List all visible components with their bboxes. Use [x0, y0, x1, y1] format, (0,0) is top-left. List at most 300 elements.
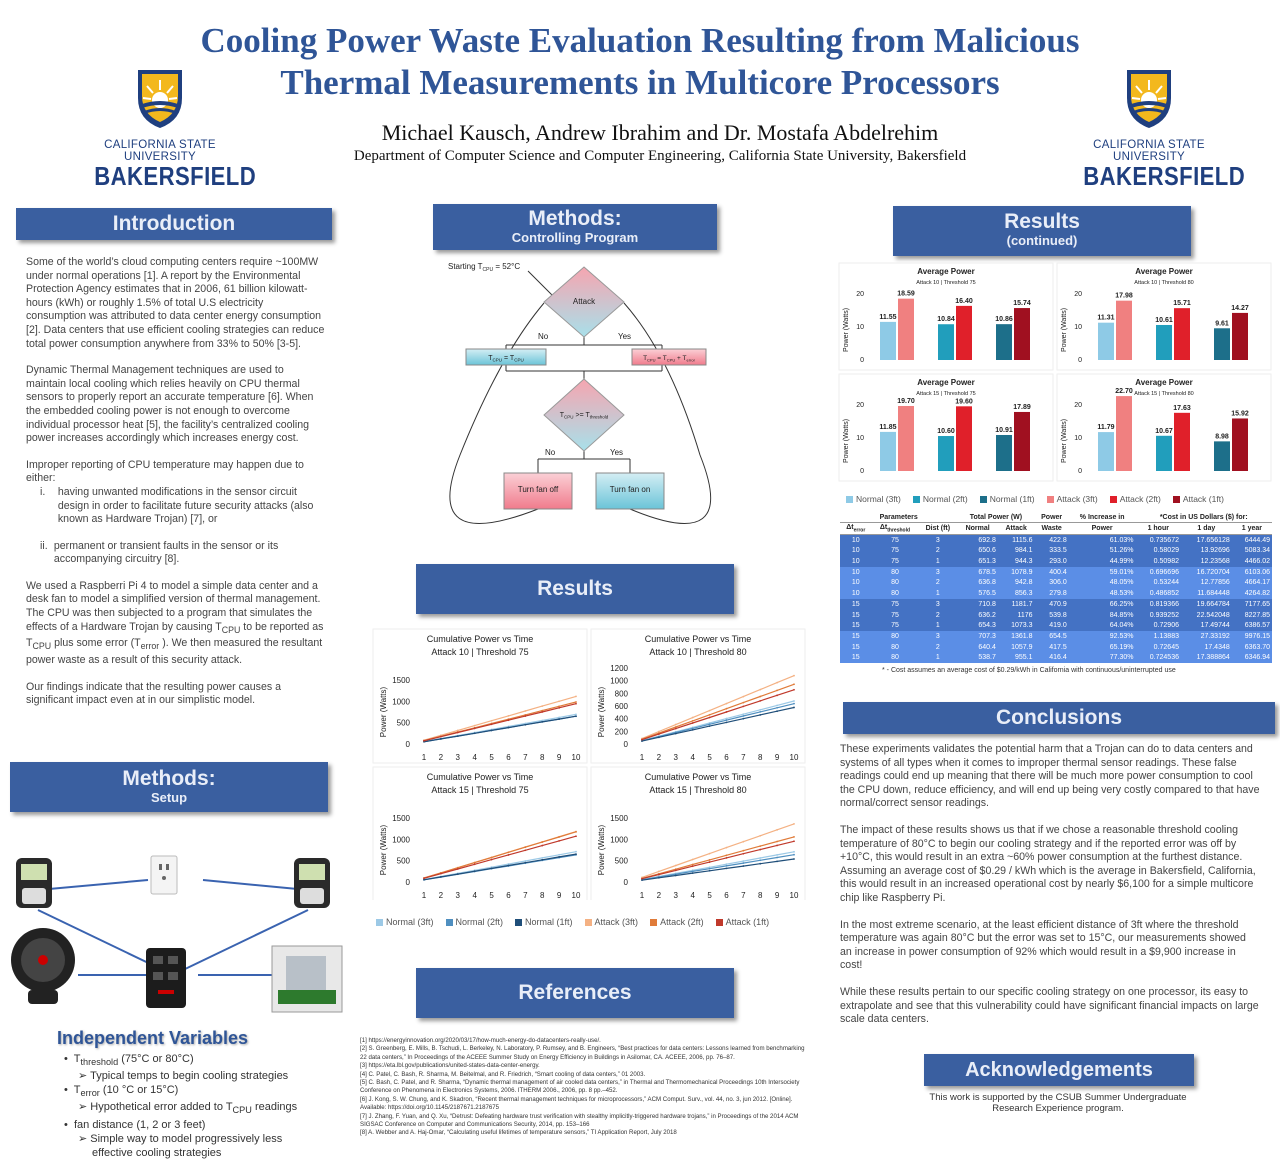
bar-data-label: 10.91	[995, 426, 1013, 434]
results-table	[840, 513, 1272, 674]
table-cell: 678.5	[978, 568, 996, 576]
intro-list-item-1: i. having unwanted modifications in the sensor circuit design in order to facilitate future security attacks (also known as Hardware Trojan) [7], or	[40, 485, 314, 526]
table-cell: 0.58029	[1153, 547, 1179, 555]
table-cell: 15	[851, 611, 860, 619]
table-cell: 15	[851, 622, 860, 630]
line-point	[776, 860, 778, 862]
table-row	[840, 567, 1272, 578]
table-cell: 1.13883	[1153, 632, 1179, 640]
bar-chart-title: Average Power	[1135, 378, 1193, 387]
methods-program-header	[433, 204, 717, 250]
bar-chart-subtitle: Attack 10 | Threshold 75	[916, 280, 976, 286]
line-point	[474, 870, 476, 872]
intro-paragraph-2: Dynamic Thermal Management techniques are used to maintain local cooling which relies heavily on CPU thermal sensors to properly report an accurate temperature [6]. When the embedded cooling power is not enough to overcome individual processor heat [5], the facility’s centralized cooling power increases accordingly which increases energy cost.	[26, 364, 314, 445]
bar-attack	[1232, 418, 1248, 471]
line-chart-xtick: 4	[690, 891, 695, 900]
line-point	[541, 721, 543, 723]
line-point	[675, 875, 677, 877]
flowchart	[440, 255, 720, 545]
line-point	[759, 711, 761, 713]
logo-university: CALIFORNIA STATE UNIVERSITY	[104, 139, 216, 163]
legend-entry	[980, 494, 1035, 504]
conclusion-paragraph-3: In the most extreme scenario, at the least efficient distance of 3ft where the threshold temperature was again 80°C but the error was set to 15°C, our measurements showed an increase in power consumption of 92% which would result in a $9,900 increase in cost!	[840, 918, 1246, 972]
th-parameters: Parameters	[840, 513, 957, 523]
table-cell: 8227.85	[1244, 611, 1270, 619]
line-chart-xtick: 4	[690, 753, 695, 762]
line-point	[440, 876, 442, 878]
bar-normal	[938, 324, 954, 360]
setup-diagram	[8, 850, 348, 1016]
line-point	[541, 845, 543, 847]
logo-university: CALIFORNIA STATE UNIVERSITY	[1093, 139, 1205, 163]
raspberry-pi-icon	[272, 946, 342, 1012]
line-point	[709, 859, 711, 861]
reference-item: [3] https://eta.lbl.gov/publications/united-states-data-center-energy.	[360, 1062, 540, 1070]
table-cell: 11.684448	[1197, 590, 1230, 598]
references-list	[360, 1037, 810, 1138]
csub-logo-right	[1069, 68, 1246, 191]
bar-normal	[1214, 328, 1230, 360]
line-point	[675, 724, 677, 726]
line-chart-xtick: 9	[774, 891, 780, 900]
legend-entry	[1110, 494, 1161, 504]
intro-list-item-2: ii. permanent or transient faults in the sensor or its accompanying circuitry [8].	[40, 539, 279, 566]
legend-swatch	[846, 496, 853, 503]
line-point	[742, 841, 744, 843]
table-cell: 1115.6	[1012, 536, 1033, 544]
bar-normal	[880, 322, 896, 360]
line-chart-ytick: 500	[396, 718, 410, 728]
line-point	[793, 703, 795, 705]
line-chart-xtick: 10	[571, 753, 581, 762]
line-point	[709, 723, 711, 725]
table-cell: 0.819366	[1149, 600, 1179, 608]
methods-setup-header	[10, 762, 328, 812]
table-cell: 5083.34	[1244, 547, 1270, 555]
csub-logo-left	[80, 68, 257, 191]
table-cell: 13.92696	[1200, 547, 1230, 555]
line-chart-ytick: 600	[614, 702, 628, 711]
line-point	[558, 717, 560, 719]
line-chart	[373, 767, 587, 900]
table-cell: 4466.02	[1244, 558, 1270, 566]
line-chart-xtick: 7	[741, 753, 746, 762]
line-chart-xtick: 9	[556, 891, 562, 900]
line-chart-title: Cumulative Power vs Time	[644, 772, 752, 782]
th-normal: Normal	[957, 523, 998, 535]
table-row	[840, 631, 1272, 642]
introduction-heading: Introduction	[112, 212, 236, 235]
legend-swatch	[913, 496, 920, 503]
bar-chart-tick: 0	[1078, 468, 1082, 475]
legend-label: Normal (1ft)	[525, 917, 573, 927]
iv-distance-detail: ➢ Simple way to model progressively less effective cooling strategies	[78, 1132, 283, 1159]
bar-normal	[1098, 432, 1114, 471]
line-chart	[373, 629, 587, 763]
line-point	[675, 733, 677, 735]
table-cell: 12.23568	[1200, 558, 1230, 566]
table-cell: 1	[935, 654, 940, 662]
line-point	[793, 851, 795, 853]
table-cell: 470.9	[1049, 600, 1067, 608]
table-cell: 944.3	[1015, 558, 1033, 566]
line-point	[776, 829, 778, 831]
line-point	[524, 710, 526, 712]
line-chart-ytick: 500	[614, 856, 628, 866]
line-chart-xtick: 5	[489, 891, 494, 900]
line-chart-ytick: 1000	[610, 835, 628, 845]
table-cell: 3	[935, 600, 940, 608]
line-chart-xtick: 1	[421, 753, 427, 762]
bar-data-label: 10.86	[995, 316, 1013, 324]
bar-chart-tick: 20	[856, 291, 864, 298]
table-cell: 15	[851, 643, 860, 651]
start-label: Starting $T_{CPU} = 52^\circ C$	[448, 262, 521, 273]
table-cell: 417.5	[1049, 643, 1067, 651]
table-cell: 15	[851, 654, 860, 662]
line-point	[709, 870, 711, 872]
line-point	[692, 864, 694, 866]
line-chart-ytick: 200	[614, 727, 628, 737]
line-point	[508, 715, 510, 717]
table-cell: 400.4	[1049, 568, 1067, 576]
legend-swatch	[446, 919, 453, 926]
line-chart-xtick: 3	[673, 891, 679, 900]
line-chart-xtick: 6	[506, 891, 511, 900]
line-point	[759, 845, 761, 847]
line-point	[692, 871, 694, 873]
line-point	[575, 701, 577, 703]
line-point	[641, 739, 643, 741]
line-point	[558, 705, 560, 707]
table-cell: 17.388864	[1196, 654, 1230, 662]
bar-chart-tick: 10	[856, 435, 864, 442]
line-point	[524, 860, 526, 862]
table-cell: 2	[935, 611, 940, 619]
line-chart-xtick: 9	[774, 753, 780, 762]
line-chart-xtick: 1	[421, 891, 427, 900]
line-chart-ytick: 500	[396, 856, 410, 866]
independent-variables-list	[64, 1052, 334, 1160]
line-point	[776, 857, 778, 859]
table-cell: 75	[891, 622, 899, 630]
results-heading: Results	[537, 577, 613, 600]
line-point	[558, 836, 560, 838]
bar-data-label: 11.85	[879, 423, 897, 431]
bar-data-label: 15.92	[1231, 410, 1249, 418]
table-cell: 3	[935, 536, 940, 544]
table-cell: 84.85%	[1109, 611, 1134, 619]
fan-on-label: Turn fan on	[609, 485, 651, 494]
table-cell: 1	[935, 558, 940, 566]
bar-chart-legend	[846, 494, 1236, 504]
table-cell: 17.4348	[1204, 643, 1230, 651]
table-cell: 538.7	[978, 654, 996, 662]
line-point	[440, 736, 442, 738]
table-cell: 0.50982	[1153, 558, 1179, 566]
legend-entry	[913, 494, 968, 504]
line-point	[776, 694, 778, 696]
table-cell: 4664.17	[1244, 579, 1270, 587]
line-point	[759, 859, 761, 861]
line-chart-xtick: 8	[757, 753, 763, 762]
line-point	[575, 835, 577, 837]
yes-label-1: Yes	[618, 332, 632, 341]
table-cell: 19.664784	[1196, 600, 1230, 608]
table-cell: 942.8	[1015, 579, 1033, 587]
line-point	[508, 719, 510, 721]
line-point	[474, 863, 476, 865]
legend-label: Normal (1ft)	[989, 494, 1035, 504]
bar-chart-tick: 10	[1074, 324, 1082, 331]
line-point	[575, 714, 577, 716]
bar-chart-tick: 20	[856, 402, 864, 409]
line-point	[726, 868, 728, 870]
line-chart-ylabel: Power (Watts)	[379, 686, 388, 738]
yes-label-2: Yes	[610, 448, 624, 457]
line-chart-xtick: 4	[472, 891, 477, 900]
line-point	[491, 859, 493, 861]
line-chart-xtick: 6	[724, 891, 729, 900]
table-cell: 636.8	[978, 579, 996, 587]
line-point	[692, 720, 694, 722]
conclusion-paragraph-4: While these results pertain to our specific cooling strategy on one processor, its easy to extrapolate and see that this vulnerability could have significant financial impacts on large scale data centers.	[840, 985, 1259, 1026]
legend-label: Attack (1ft)	[1182, 494, 1224, 504]
bar-chart-ylabel: Power (Watts)	[843, 418, 850, 464]
line-point	[575, 831, 577, 833]
bar-chart-ylabel: Power (Watts)	[1061, 418, 1068, 464]
table-cell: 59.01%	[1109, 568, 1134, 576]
line-chart-ytick: 1000	[392, 697, 410, 707]
table-row	[840, 588, 1272, 599]
table-cell: 3	[935, 568, 940, 576]
bar-attack	[1174, 308, 1190, 360]
bar-normal	[1214, 441, 1230, 471]
table-cell: 27.33192	[1200, 632, 1230, 640]
table-cell: 1078.9	[1011, 568, 1033, 576]
table-row	[840, 535, 1272, 546]
bar-chart-tick: 0	[1078, 357, 1082, 364]
legend-swatch	[980, 496, 987, 503]
line-point	[709, 868, 711, 870]
authors: Michael Kausch, Andrew Ibrahim and Dr. Mostafa Abdelrehim	[381, 120, 939, 145]
bar-data-label: 9.61	[1215, 320, 1229, 328]
line-point	[742, 865, 744, 867]
table-cell: 3	[935, 632, 940, 640]
legend-entry	[1173, 494, 1224, 504]
line-point	[457, 732, 459, 734]
line-chart-ytick: 0	[405, 740, 410, 749]
legend-label: Normal (2ft)	[922, 494, 968, 504]
table-cell: 955.1	[1015, 654, 1033, 662]
line-point	[692, 722, 694, 724]
line-point	[558, 700, 560, 702]
iv-threshold-detail: ➢ Typical temps to begin cooling strategies	[78, 1070, 289, 1083]
legend-entry	[585, 917, 639, 927]
line-point	[457, 873, 459, 875]
th-attack: Attack	[998, 523, 1035, 535]
line-point	[759, 700, 761, 702]
legend-label: Attack (1ft)	[725, 917, 770, 927]
results-continued-header	[893, 206, 1191, 256]
bar-chart-tick: 0	[860, 357, 864, 364]
line-chart	[591, 767, 805, 900]
line-point	[759, 714, 761, 716]
table-cell: 6103.06	[1244, 568, 1270, 576]
line-point	[759, 696, 761, 698]
bar-data-label: 15.74	[1013, 300, 1031, 308]
table-cell: 6346.94	[1244, 654, 1270, 662]
conclusions-heading: Conclusions	[995, 706, 1122, 729]
line-point	[776, 707, 778, 709]
line-point	[658, 736, 660, 738]
no-error-label: $T_{CPU} = T_{CPU}$	[488, 355, 524, 363]
line-point	[793, 823, 795, 825]
line-point	[440, 873, 442, 875]
legend-swatch	[650, 919, 657, 926]
power-meter-left	[16, 858, 52, 908]
bar-data-label: 11.55	[879, 313, 897, 321]
table-cell: 279.8	[1049, 590, 1067, 598]
line-point	[793, 707, 795, 709]
line-point	[524, 849, 526, 851]
line-point	[423, 740, 425, 742]
results-cont-heading: Results	[1004, 210, 1080, 233]
line-point	[675, 870, 677, 872]
bar-normal	[996, 435, 1012, 471]
table-cell: 75	[891, 536, 899, 544]
line-chart-title: Cumulative Power vs Time	[426, 772, 534, 782]
table-cell: 856.3	[1015, 590, 1033, 598]
table-cell: 80	[891, 643, 899, 651]
iv-distance: • fan distance (1, 2 or 3 feet)	[64, 1118, 206, 1131]
reference-item: [5] C. Bash, C. Patel, and R. Sharma, “Dynamic thermal management of air cooled data centers,” in Thermal and Thermomechanical Proceedings 10th Intersociety Conference on Phenomena in Electronics Systems, 2006. ITHERM 2006., 2006, pp. 8 pp.–452.	[360, 1079, 800, 1095]
table-cell: 416.4	[1049, 654, 1067, 662]
line-point	[742, 715, 744, 717]
line-point	[558, 854, 560, 856]
line-point	[575, 703, 577, 705]
table-cell: 654.5	[1049, 632, 1067, 640]
table-cell: 692.8	[978, 536, 996, 544]
line-point	[742, 853, 744, 855]
table-cell: 75	[891, 547, 899, 555]
program-heading: Methods:	[528, 207, 622, 230]
table-row	[840, 642, 1272, 653]
table-cell: 636.2	[978, 611, 996, 619]
table-cell: 6444.49	[1244, 536, 1270, 544]
line-point	[558, 840, 560, 842]
th-total-power: Total Power (W)	[957, 513, 1034, 523]
bar-attack	[1116, 301, 1132, 360]
line-point	[726, 721, 728, 723]
introduction-body	[26, 256, 326, 721]
line-point	[726, 708, 728, 710]
line-chart-ytick: 1000	[610, 676, 628, 686]
line-point	[776, 704, 778, 706]
line-point	[709, 714, 711, 716]
line-point	[793, 836, 795, 838]
table-cell: 66.25%	[1109, 600, 1134, 608]
line-chart-subtitle: Attack 15 | Threshold 75	[431, 785, 529, 795]
line-point	[541, 841, 543, 843]
line-chart-ylabel: Power (Watts)	[597, 824, 606, 876]
line-chart-xtick: 10	[789, 753, 799, 762]
th-increase: % Increase in	[1069, 513, 1136, 523]
table-cell: 6386.57	[1244, 622, 1270, 630]
bar-chart-subtitle: Attack 15 | Threshold 75	[916, 391, 976, 397]
table-cell: 80	[891, 579, 899, 587]
intro-paragraph-1: Some of the world’s cloud computing centers require ~100MW under normal operations [1]. A report by the Environmental Protection Agency estimates that in 2006, 61 billion kilowatt-hours (kWh) or roughly 1.5% of total U.S electricity consumption was attributed to data center energy consumption [2]. Data centers that use efficient cooling strategies can reduce total power consumption anywhere from 33% to 50% [3-5].	[26, 256, 325, 350]
line-point	[742, 706, 744, 708]
table-cell: 6363.70	[1244, 643, 1270, 651]
line-point	[726, 847, 728, 849]
bar-data-label: 18.59	[897, 290, 915, 298]
line-chart-xtick: 6	[506, 753, 511, 762]
logo-campus: BAKERSFIELD	[1083, 161, 1246, 191]
table-cell: 0.486852	[1149, 590, 1179, 598]
line-point	[423, 877, 425, 879]
table-cell: 333.5	[1049, 547, 1067, 555]
line-point	[793, 840, 795, 842]
line-point	[658, 877, 660, 879]
th-power: Power	[1069, 523, 1136, 535]
program-subheading: Controlling Program	[511, 230, 639, 245]
csub-shield-icon	[135, 68, 185, 130]
line-point	[491, 857, 493, 859]
line-chart-xtick: 7	[523, 753, 528, 762]
line-point	[641, 878, 643, 880]
line-chart-xtick: 8	[757, 891, 763, 900]
bar-chart	[839, 374, 1053, 481]
line-point	[675, 865, 677, 867]
table-cell: 707.3	[978, 632, 996, 640]
table-cell: 651.3	[978, 558, 996, 566]
line-chart-xtick: 8	[539, 891, 545, 900]
bar-data-label: 11.79	[1097, 424, 1115, 432]
bar-attack	[956, 306, 972, 360]
independent-variables-heading: Independent Variables	[57, 1028, 249, 1048]
bar-data-label: 10.60	[937, 428, 955, 436]
bar-data-label: 17.89	[1013, 403, 1031, 411]
table-cell: 0.735672	[1149, 536, 1179, 544]
line-point	[726, 719, 728, 721]
table-cell: 64.04%	[1109, 622, 1134, 630]
table-cell: 1176	[1017, 611, 1033, 619]
bar-data-label: 11.31	[1097, 314, 1115, 322]
table-cell: 92.53%	[1109, 632, 1134, 640]
line-point	[541, 859, 543, 861]
line-point	[558, 856, 560, 858]
line-point	[793, 675, 795, 677]
desk-fan-icon	[11, 928, 75, 1004]
table-cell: 48.53%	[1109, 590, 1134, 598]
legend-label: Normal (3ft)	[386, 917, 434, 927]
reference-item: [4] C. Patel, C. Bash, R. Sharma, M. Beitelmal, and R. Friedrich, “Smart cooling of data centers,” 01 2003.	[360, 1070, 646, 1078]
table-cell: 1073.3	[1011, 622, 1033, 630]
line-point	[793, 854, 795, 856]
table-cell: 1181.7	[1011, 600, 1033, 608]
table-cell: 422.8	[1049, 536, 1067, 544]
line-point	[726, 863, 728, 865]
line-point	[742, 862, 744, 864]
bar-attack	[898, 406, 914, 471]
bar-attack	[1116, 396, 1132, 471]
acknowledgements-header	[924, 1054, 1194, 1086]
table-cell: 80	[891, 590, 899, 598]
table-cell: 0.72906	[1153, 622, 1179, 630]
line-chart-ytick: 1200	[610, 664, 628, 673]
table-row	[840, 556, 1272, 567]
